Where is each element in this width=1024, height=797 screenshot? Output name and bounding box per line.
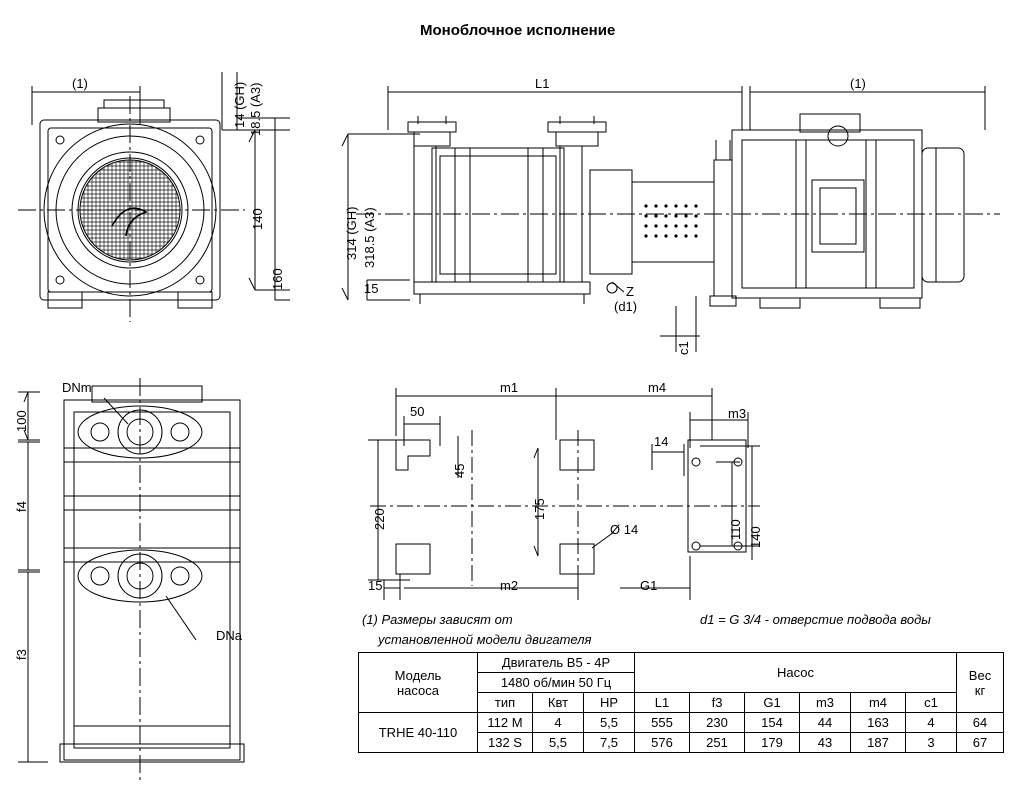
cell-c1: 3 [906,733,957,753]
header-motor-line1: Двигатель B5 - 4P [478,653,635,673]
header-weight [957,653,1004,713]
side-dim-314: 314 (GH) [344,206,359,260]
header-model-line2: насоса [396,682,439,698]
side-dim-3185: 318.5 (A3) [362,207,377,268]
header-model-line1: Модель [394,667,442,683]
header-model [359,653,478,713]
dim-m3: m3 [728,406,747,421]
cell-m4: 163 [851,713,906,733]
side-dim-c1: c1 [676,341,691,355]
front-dim-1: (1) [72,76,88,91]
dim-100: 100 [14,410,29,432]
header-sub-kw: Квт [533,693,584,713]
cell-hp: 5,5 [584,713,635,733]
header-motor-line2: 1480 об/мин 50 Гц [478,673,635,693]
note-2: d1 = G 3/4 - отверстие подвода воды [700,612,931,627]
dim-m1: m1 [500,380,519,395]
header-sub-l1: L1 [635,693,690,713]
dim-220: 220 [372,508,387,530]
dim-45: 45 [452,463,467,478]
note-1-line-2: установленной модели двигателя [378,632,592,647]
table-row [359,713,1004,733]
cell-weight: 67 [957,733,1004,753]
cell-f3: 251 [690,733,745,753]
dim-f3: f3 [14,649,29,660]
side-dim-L1: L1 [535,76,550,91]
dim-110: 110 [728,519,743,540]
page-title: Моноблочное исполнение [420,22,616,39]
side-dim-d1: (d1) [614,299,638,314]
cell-type: 132 S [478,733,533,753]
cell-m4: 187 [851,733,906,753]
header-sub-hp: HP [584,693,635,713]
dim-15: 15 [368,578,383,593]
front-dim-185: 18.5 (A3) [248,82,263,136]
dim-m4: m4 [648,380,667,395]
header-sub-type: тип [478,693,533,713]
cell-m3: 44 [800,713,851,733]
header-pump: Насос [635,653,957,693]
header-sub-g1: G1 [745,693,800,713]
note-1-line-1: (1) Размеры зависят от [362,612,513,627]
header-sub-m3: m3 [800,693,851,713]
header-sub-c1: c1 [906,693,957,713]
dim-175: 175 [532,498,547,520]
spec-table [358,652,1004,753]
header-sub-m4: m4 [851,693,906,713]
dnm-label: DNm [62,380,92,395]
dim-50: 50 [410,404,425,419]
header-sub-f3: f3 [690,693,745,713]
cell-hp: 7,5 [584,733,635,753]
cell-g1: 154 [745,713,800,733]
table-header-row-1 [359,653,1004,673]
dim-hole-d14: Ø 14 [610,522,639,537]
cell-g1: 179 [745,733,800,753]
front-dim-gh: 14 (GH) [232,81,247,128]
side-dim-Z: Z [626,284,634,299]
side-dim-1: (1) [850,76,866,91]
dim-G1: G1 [640,578,658,593]
cell-f3: 230 [690,713,745,733]
cell-kw: 5,5 [533,733,584,753]
side-dim-15: 15 [364,281,379,296]
cell-type: 112 M [478,713,533,733]
header-weight-line1: Вес [968,667,992,683]
front-dim-140: 140 [250,208,265,230]
cell-c1: 4 [906,713,957,733]
dim-m2: m2 [500,578,519,593]
header-weight-line2: кг [974,682,986,698]
cell-l1: 555 [635,713,690,733]
dna-label: DNa [216,628,243,643]
dim-f4: f4 [14,501,29,512]
cell-kw: 4 [533,713,584,733]
dim-14: 14 [654,434,669,449]
dim-140: 140 [748,526,763,548]
cell-model-name: TRHE 40-110 [359,713,478,753]
cell-m3: 43 [800,733,851,753]
cell-l1: 576 [635,733,690,753]
front-dim-160: 160 [270,268,285,290]
cell-weight: 64 [957,713,1004,733]
